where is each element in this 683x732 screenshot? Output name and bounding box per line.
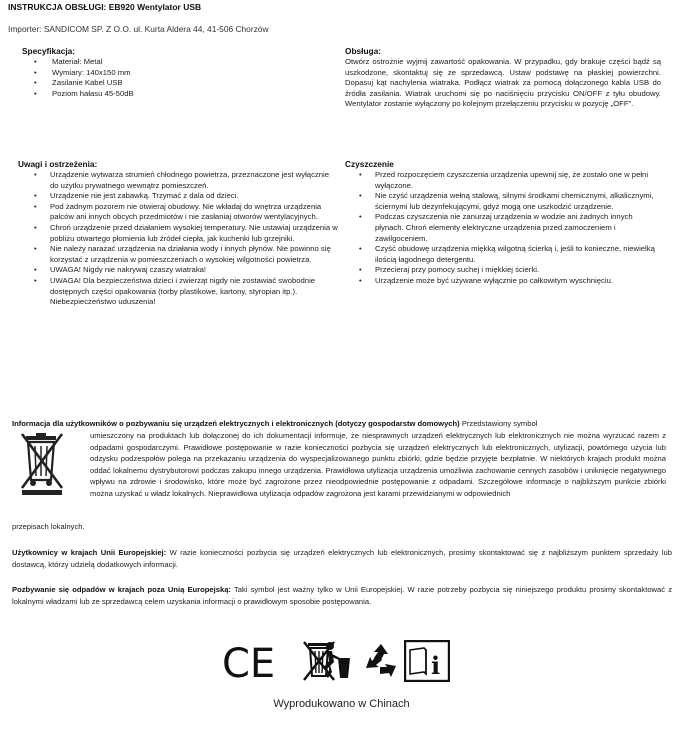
spec-item: • Zasilanie Kabel USB (8, 78, 288, 89)
spec-item: • Poziom hałasu 45-50dB (8, 89, 288, 100)
cleaning-item: • Czyść obudowę urządzenia miękką wilgotną ścierką i, jeśli to konieczne, niewielką ilością łagodnego detergentu. (345, 244, 663, 265)
warnings-list (20, 170, 338, 308)
spec-item: • Materiał: Metal (8, 57, 288, 68)
usage-text: Otwórz ostrożnie wyjmij zawartość opakowania. W przypadku, gdy brakuje części bądź są uszkodzone, skontaktuj się ze sprzedawcą. Ustaw podstawę na płaskiej powierzchni. Dopasuj kąt nachylenia wiatraka. Podłącz wiatrak za pomocą dołączonego kabla USB do źródła zasilania. Wiatrak uruchomi się po naciśnięciu przycisku ON/OFF z tyłu obudowy. Wentylator zostanie wyłączony po kolejnym przełączeniu przycisku w pozycję „OFF”. (345, 57, 661, 109)
info-glyph: i (431, 651, 441, 680)
warning-item: • UWAGA! Dla bezpieczeństwa dzieci i zwierząt nigdy nie zostawiać swobodnie dostępnych części opakowania (torby plastikowe, kartony, styropian itp.). Niebezpieczeństwo uduszenia! (20, 276, 338, 308)
spec-heading: Specyfikacja: (22, 46, 76, 56)
importer-line: Importer: SANDICOM SP. Z O.O. ul. Kurta Aldera 44, 41-506 Chorzów (8, 24, 269, 34)
disposal-body: umieszczony na produktach lub dołączonej do ich dokumentacji informuje, że niesprawnych urządzeń elektrycznych lub elektronicznych nie można wyrzucać razem z odpadami gospodarczymi. Prawidłowe postępowanie w razie konieczności pozbycia się urządzeń elektrycznych lub elektronicznych, utylizacji, powtórnego użycia lub odzysku podzespołów polega na przekazaniu urządzenia do wyspecjalizowanego punktu zbiórki, gdzie będzie przyjęte bezpłatnie. W niektórych krajach produkt można oddać lokalnemu dystrybutorowi podczas zakupu innego urządzenia. Prawidłowa utylizacja urządzenia umożliwia zachowanie cennych zasobów i uniknięcie negatywnego wpływu na zdrowie i środowisko, które może być zagrożone przez nieodpowiednie postępowanie z odpadami. Szczegółowe informacje o najbliższym punkcie zbiórki można uzyskać u władz lokalnych. Nieprawidłowa utylizacja odpadów zagrożona jest karami przewidzianymi w odpowiednich (90, 431, 666, 498)
warning-item: • Urządzenie nie jest zabawką. Trzymać z dala od dzieci. (20, 191, 338, 202)
non-eu-paragraph (12, 584, 672, 607)
non-eu-text: Taki symbol jest ważny tylko w Unii Europejskiej. W razie potrzeby pozbycia się niniejszego produktu prosimy skontaktować z lokalnymi władzami lub ze sprzedawcą celem uzyskania informacji o prawidłowym sposobie postępowania. (12, 585, 672, 606)
warning-item: • UWAGA! Nigdy nie nakrywaj czaszy wiatraka! (20, 265, 338, 276)
warning-item: • Pod żadnym pozorem nie otwieraj obudowy. Nie wkładaj do wnętrza urządzenia palców ani innych obcych przedmiotów i nie zasłaniaj otworów wentylacyjnych. (20, 202, 338, 223)
disposal-first-line (12, 418, 672, 430)
cleaning-item: • Przecieraj przy pomocy suchej i miękkiej ścierki. (345, 265, 663, 276)
spec-list (8, 57, 288, 99)
document-title: INSTRUKCJA OBSŁUGI: EB920 Wentylator USB (8, 2, 202, 12)
cleaning-list (345, 170, 663, 287)
cleaning-heading: Czyszczenie (345, 159, 394, 169)
cleaning-item: • Przed rozpoczęciem czyszczenia urządzenia upewnij się, że zostało one w pełni wyłączone. (345, 170, 663, 191)
warning-item: • Urządzenie wytwarza strumień chłodnego powietrza, przeznaczone jest wyłącznie do użytku prywatnego wewnątrz pomieszczeń. (20, 170, 338, 191)
cleaning-item: • Podczas czyszczenia nie zanurzaj urządzenia w wodzie ani żadnych innych płynach. Chroń elementy elektryczne urządzenia przed zamoczeniem i zawilgoceniem. (345, 212, 663, 244)
warnings-heading: Uwagi i ostrzeżenia: (18, 159, 98, 169)
disposal-first-text: Przedstawiony symbol (459, 419, 538, 428)
read-manual-icon (404, 640, 450, 682)
spec-item: • Wymiary: 140x150 mm (8, 68, 288, 79)
non-eu-heading: Pozbywanie się odpadów w krajach poza Unią Europejską: (12, 585, 231, 594)
ce-mark-text: CE (222, 641, 276, 682)
disposal-last-line: przepisach lokalnych. (12, 522, 85, 531)
warning-item: • Nie należy narażać urządzenia na działania wody i innych płynów. Nie powinno się korzystać z urządzenia w pomieszczeniach o wysokiej wilgotności powietrza. (20, 244, 338, 265)
cleaning-item: • Nie czyść urządzenia wełną stalową, silnymi środkami chemicznymi, alkalicznymi, ściernymi lub dezynfekującymi, gdyż mogą one uszkodzić urządzenie. (345, 191, 663, 212)
eu-users-paragraph (12, 547, 672, 570)
ce-mark-icon (222, 640, 290, 682)
eu-users-text: W razie konieczności pozbycia się urządzeń elektrycznych lub elektronicznych, prosimy skontaktować się z najbliższym punktem sprzedaży lub dostawcą, którzy udzielą dodatkowych informacji. (12, 548, 673, 569)
disposal-heading: Informacja dla użytkowników o pozbywaniu się urządzeń elektrycznych i elektronicznych (dotyczy gospodarstw domowych) (12, 419, 460, 428)
weee-bin-icon (18, 432, 66, 496)
warning-item: • Chroń urządzenie przed działaniem wysokiej temperatury. Nie ustawiaj urządzenia w pobliżu otwartego płomienia lub źródeł ciepła, jak kuchenki lub grzejniki. (20, 223, 338, 244)
usage-heading: Obsługa: (345, 46, 381, 56)
tidyman-icon (316, 640, 356, 682)
cleaning-item: • Urządzenie może być używane wyłącznie po całkowitym wyschnięciu. (345, 276, 663, 287)
recycle-icon (360, 640, 402, 682)
made-in-label: Wyprodukowano w Chinach (273, 698, 410, 710)
eu-users-heading: Użytkownicy w krajach Unii Europejskiej: (12, 548, 167, 557)
